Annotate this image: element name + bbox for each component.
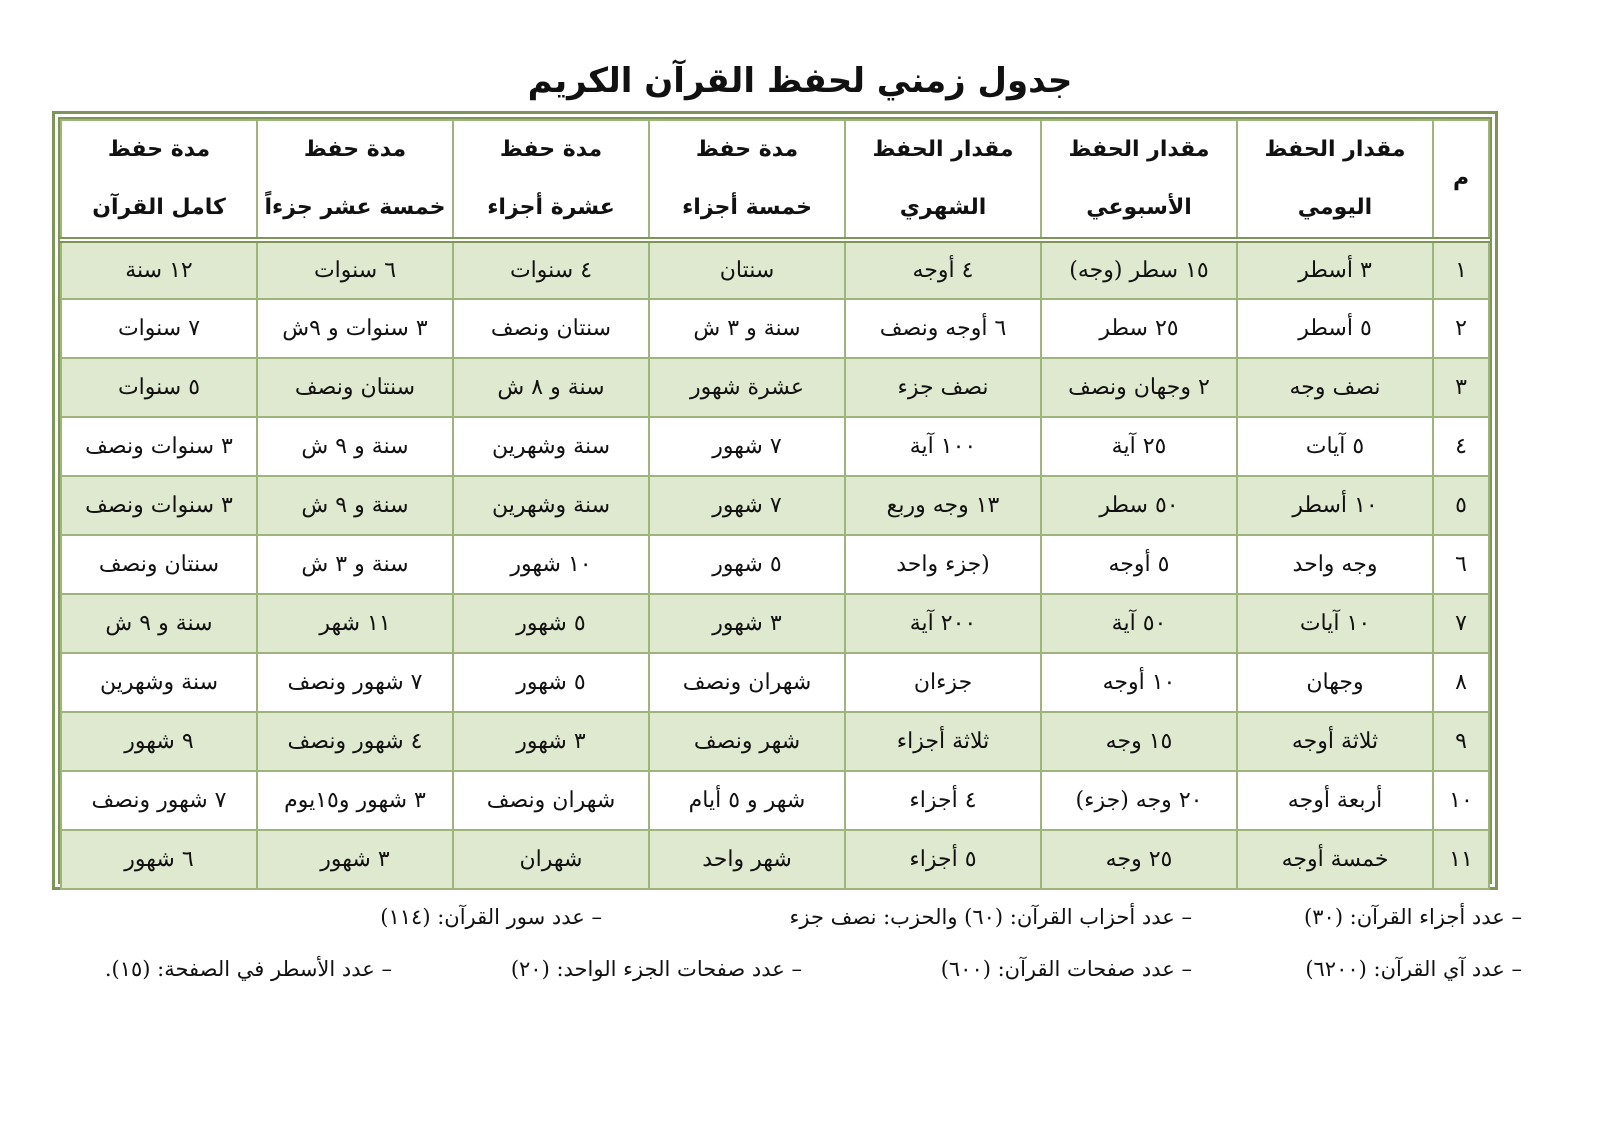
header-line-2: عشرة أجزاء: [487, 195, 615, 220]
header-cell-monthly: [845, 120, 1041, 240]
header-line-1: مقدار الحفظ: [1068, 137, 1210, 162]
header-cell-full-quran: [61, 120, 257, 240]
cell-fifteen-juz: ١١ شهر: [257, 594, 453, 653]
header-line-2: الشهري: [899, 195, 987, 220]
cell-five-juz: ٧ شهور: [649, 476, 845, 535]
note-pages-per-juz: – عدد صفحات الجزء الواحد: (٢٠): [510, 957, 802, 981]
cell-fifteen-juz: ٦ سنوات: [257, 240, 453, 299]
cell-index: ٤: [1433, 417, 1489, 476]
cell-index: ٢: [1433, 299, 1489, 358]
page-title: جدول زمني لحفظ القرآن الكريم: [527, 61, 1073, 101]
cell-weekly: ٥٠ آية: [1041, 594, 1237, 653]
header-line-2: خمسة أجزاء: [682, 195, 812, 220]
cell-daily: ٥ آيات: [1237, 417, 1433, 476]
cell-ten-juz: ٥ شهور: [453, 653, 649, 712]
cell-fifteen-juz: ٣ شهور: [257, 830, 453, 889]
cell-full-quran: ٥ سنوات: [61, 358, 257, 417]
cell-five-juz: سنة و ٣ ش: [649, 299, 845, 358]
cell-index: ١٠: [1433, 771, 1489, 830]
cell-ten-juz: سنة و ٨ ش: [453, 358, 649, 417]
schedule-table-inner-frame: [58, 117, 1492, 884]
cell-monthly: نصف جزء: [845, 358, 1041, 417]
cell-daily: نصف وجه: [1237, 358, 1433, 417]
cell-index: ٣: [1433, 358, 1489, 417]
table-row: [61, 240, 1489, 299]
cell-ten-juz: شهران: [453, 830, 649, 889]
cell-daily: وجه واحد: [1237, 535, 1433, 594]
note-ayah-count: – عدد آي القرآن: (٦٢٠٠): [1305, 957, 1522, 981]
cell-ten-juz: سنة وشهرين: [453, 476, 649, 535]
cell-weekly: ١٠ أوجه: [1041, 653, 1237, 712]
header-line-2: خمسة عشر جزءاً: [264, 195, 446, 220]
cell-weekly: ٥٠ سطر: [1041, 476, 1237, 535]
cell-daily: خمسة أوجه: [1237, 830, 1433, 889]
cell-ten-juz: ٥ شهور: [453, 594, 649, 653]
cell-daily: ١٠ آيات: [1237, 594, 1433, 653]
cell-five-juz: شهر واحد: [649, 830, 845, 889]
cell-ten-juz: ١٠ شهور: [453, 535, 649, 594]
cell-monthly: ٤ أجزاء: [845, 771, 1041, 830]
table-row: [61, 476, 1489, 535]
header-line-1: مقدار الحفظ: [872, 137, 1014, 162]
cell-daily: ٣ أسطر: [1237, 240, 1433, 299]
schedule-table: [60, 119, 1490, 890]
cell-ten-juz: سنتان ونصف: [453, 299, 649, 358]
table-row: [61, 830, 1489, 889]
cell-index: ٦: [1433, 535, 1489, 594]
cell-five-juz: سنتان: [649, 240, 845, 299]
cell-five-juz: ٧ شهور: [649, 417, 845, 476]
schedule-table-frame: [52, 111, 1498, 890]
cell-index: ٨: [1433, 653, 1489, 712]
header-line-1: مقدار الحفظ: [1264, 137, 1406, 162]
cell-monthly: (جزء واحد: [845, 535, 1041, 594]
cell-weekly: ٥ أوجه: [1041, 535, 1237, 594]
cell-five-juz: شهر و ٥ أيام: [649, 771, 845, 830]
header-cell-daily: [1237, 120, 1433, 240]
cell-index: ١١: [1433, 830, 1489, 889]
header-line-1: مدة حفظ: [303, 137, 407, 162]
note-juz-count: – عدد أجزاء القرآن: (٣٠): [1304, 905, 1522, 929]
cell-full-quran: ١٢ سنة: [61, 240, 257, 299]
cell-index: ١: [1433, 240, 1489, 299]
cell-fifteen-juz: ٣ سنوات و ٩ش: [257, 299, 453, 358]
note-lines-per-page: – عدد الأسطر في الصفحة: (١٥).: [104, 957, 392, 981]
cell-daily: ثلاثة أوجه: [1237, 712, 1433, 771]
header-cell-ten-juz: [453, 120, 649, 240]
cell-full-quran: ٩ شهور: [61, 712, 257, 771]
cell-full-quran: سنة و ٩ ش: [61, 594, 257, 653]
header-line-2: اليومي: [1297, 195, 1373, 220]
table-row: [61, 653, 1489, 712]
cell-monthly: جزءان: [845, 653, 1041, 712]
cell-five-juz: ٥ شهور: [649, 535, 845, 594]
cell-monthly: ١٠٠ آية: [845, 417, 1041, 476]
cell-index: ٥: [1433, 476, 1489, 535]
note-page-count: – عدد صفحات القرآن: (٦٠٠): [940, 957, 1192, 981]
cell-monthly: ٦ أوجه ونصف: [845, 299, 1041, 358]
cell-daily: ٥ أسطر: [1237, 299, 1433, 358]
cell-fifteen-juz: ٣ شهور و١٥يوم: [257, 771, 453, 830]
cell-weekly: ٢٠ وجه (جزء): [1041, 771, 1237, 830]
cell-weekly: ١٥ وجه: [1041, 712, 1237, 771]
cell-fifteen-juz: سنتان ونصف: [257, 358, 453, 417]
header-line-2: الأسبوعي: [1086, 195, 1192, 220]
header-line-1: مدة حفظ: [695, 137, 799, 162]
header-line-1: مدة حفظ: [499, 137, 603, 162]
cell-five-juz: شهران ونصف: [649, 653, 845, 712]
table-row: [61, 417, 1489, 476]
header-cell-fifteen-juz: [257, 120, 453, 240]
cell-weekly: ٢٥ سطر: [1041, 299, 1237, 358]
cell-daily: ١٠ أسطر: [1237, 476, 1433, 535]
cell-weekly: ٢٥ وجه: [1041, 830, 1237, 889]
cell-fifteen-juz: ٧ شهور ونصف: [257, 653, 453, 712]
cell-five-juz: شهر ونصف: [649, 712, 845, 771]
table-row: [61, 594, 1489, 653]
cell-monthly: ٤ أوجه: [845, 240, 1041, 299]
cell-weekly: ٢ وجهان ونصف: [1041, 358, 1237, 417]
table-row: [61, 299, 1489, 358]
cell-daily: وجهان: [1237, 653, 1433, 712]
header-cell-index: [1433, 120, 1489, 240]
table-header-row: [61, 120, 1489, 240]
header-line-1: مدة حفظ: [107, 137, 211, 162]
cell-full-quran: سنة وشهرين: [61, 653, 257, 712]
table-row: [61, 771, 1489, 830]
cell-full-quran: ٣ سنوات ونصف: [61, 476, 257, 535]
cell-full-quran: ٧ سنوات: [61, 299, 257, 358]
header-line-2: كامل القرآن: [92, 195, 226, 220]
cell-weekly: ٢٥ آية: [1041, 417, 1237, 476]
cell-fifteen-juz: سنة و ٩ ش: [257, 476, 453, 535]
header-cell-five-juz: [649, 120, 845, 240]
table-row: [61, 358, 1489, 417]
cell-fifteen-juz: سنة و ٣ ش: [257, 535, 453, 594]
cell-monthly: ثلاثة أجزاء: [845, 712, 1041, 771]
table-row: [61, 535, 1489, 594]
cell-fifteen-juz: ٤ شهور ونصف: [257, 712, 453, 771]
note-hizb-count: – عدد أحزاب القرآن: (٦٠) والحزب: نصف جزء: [789, 905, 1192, 929]
cell-fifteen-juz: سنة و ٩ ش: [257, 417, 453, 476]
cell-full-quran: سنتان ونصف: [61, 535, 257, 594]
cell-monthly: ٢٠٠ آية: [845, 594, 1041, 653]
cell-ten-juz: شهران ونصف: [453, 771, 649, 830]
header-cell-weekly: [1041, 120, 1237, 240]
note-surah-count: – عدد سور القرآن: (١١٤): [380, 905, 602, 929]
cell-full-quran: ٧ شهور ونصف: [61, 771, 257, 830]
cell-five-juz: عشرة شهور: [649, 358, 845, 417]
cell-ten-juz: ٤ سنوات: [453, 240, 649, 299]
cell-five-juz: ٣ شهور: [649, 594, 845, 653]
cell-ten-juz: ٣ شهور: [453, 712, 649, 771]
cell-daily: أربعة أوجه: [1237, 771, 1433, 830]
cell-weekly: ١٥ سطر (وجه): [1041, 240, 1237, 299]
cell-full-quran: ٣ سنوات ونصف: [61, 417, 257, 476]
table-row: [61, 712, 1489, 771]
cell-index: ٧: [1433, 594, 1489, 653]
cell-index: ٩: [1433, 712, 1489, 771]
cell-ten-juz: سنة وشهرين: [453, 417, 649, 476]
cell-monthly: ١٣ وجه وربع: [845, 476, 1041, 535]
cell-full-quran: ٦ شهور: [61, 830, 257, 889]
table-body: [61, 240, 1489, 889]
cell-monthly: ٥ أجزاء: [845, 830, 1041, 889]
header-line-1: م: [1452, 166, 1470, 191]
